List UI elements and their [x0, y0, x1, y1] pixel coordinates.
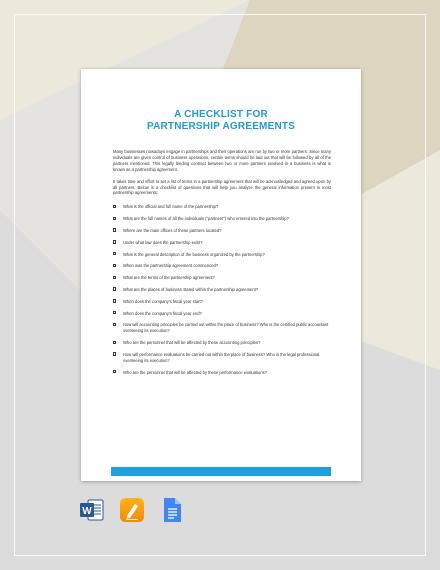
checklist-item — [113, 228, 331, 234]
intro-paragraph: Many businesses nowadays engage in partnerships and their operations are run by two or more partners. Since many individuals are given control of business operations, certain terms should be laid out that will be followed by all of the partners mentioned. This legally binding contract between two or more partners involved in a business is what is known as a partnership agreement. — [113, 149, 331, 172]
checklist-item-text: When was the partnership agreement commenced? — [123, 263, 219, 269]
checklist-item-text: How will accounting principles be carried out within the place of business? Who is the certified public accountant overseeing its execution? — [123, 322, 329, 334]
checklist-item — [113, 204, 331, 210]
word-icon[interactable] — [79, 497, 105, 523]
checkbox-icon — [113, 311, 116, 314]
checklist-item-text: How will performance evaluations be carried out within the place of business? Who is the legal professional overseeing its execution? — [123, 351, 320, 363]
checkbox-icon — [113, 276, 116, 279]
checklist-item — [113, 263, 331, 269]
checkbox-icon — [113, 228, 116, 231]
checklist-item — [113, 275, 331, 281]
footer-accent-bar — [111, 467, 331, 476]
pages-icon[interactable] — [119, 497, 145, 523]
checklist-item — [113, 370, 331, 376]
checklist-item-text: What are the places of business stated within the partnership agreement? — [123, 286, 259, 292]
checkbox-icon — [113, 217, 116, 220]
checklist-item — [113, 240, 331, 246]
checkbox-icon — [113, 240, 116, 243]
checklist-item-text: Who are the personnel that will be affected by these performance evaluations? — [123, 369, 268, 375]
intro-paragraph: It takes time and effort to set a list of terms in a partnership agreement that will be acknowledged and agreed upon by all partners. Below is a checklist of questions that will help you analyze the general information present in most partnership agreements: — [113, 178, 331, 196]
checkbox-icon — [113, 341, 116, 344]
word-icon-letter: W — [82, 506, 92, 517]
checklist-item — [113, 287, 331, 293]
checklist-item — [113, 299, 331, 305]
checklist-item-text: Who are the personnel that will be affected by these accounting principles? — [123, 340, 261, 346]
title-line-1: A CHECKLIST FOR — [174, 109, 268, 120]
document-title — [81, 109, 361, 133]
checklist-item-text: What are the terms of the partnership agreement? — [123, 275, 215, 281]
checklist-item-text: What is the general description of the business organized by the partnership? — [123, 251, 265, 257]
checkbox-icon — [113, 264, 116, 267]
checklist-item-text: Under what law does the partnership exist? — [123, 239, 203, 245]
checkbox-icon — [113, 299, 116, 302]
checkbox-icon — [113, 287, 116, 290]
google-docs-icon[interactable] — [159, 497, 185, 523]
checklist-item — [113, 311, 331, 317]
checklist-item — [113, 340, 331, 346]
checklist-item — [113, 216, 331, 222]
document-body — [113, 149, 331, 381]
document-page — [81, 69, 361, 481]
checkbox-icon — [113, 352, 116, 355]
title-line-2: PARTNERSHIP AGREEMENTS — [146, 121, 296, 132]
checklist-item — [113, 352, 331, 364]
checkbox-icon — [113, 252, 116, 255]
checklist-item-text: Where are the main offices of these partners located? — [123, 227, 222, 233]
checkbox-icon — [113, 205, 116, 208]
checklist-item — [113, 322, 331, 334]
checklist-item — [113, 252, 331, 258]
checkbox-icon — [113, 370, 116, 373]
checklist-item-text: When does the company's fiscal year end? — [123, 310, 202, 316]
checklist-item-text: What are the full names of all the individuals ("partners") who entered into the partnership? — [123, 216, 289, 222]
checkbox-icon — [113, 323, 116, 326]
checklist — [113, 204, 331, 375]
checklist-item-text: What is the official and full name of the partnership? — [123, 204, 219, 210]
checklist-item-text: When does the company's fiscal year start? — [123, 298, 203, 304]
